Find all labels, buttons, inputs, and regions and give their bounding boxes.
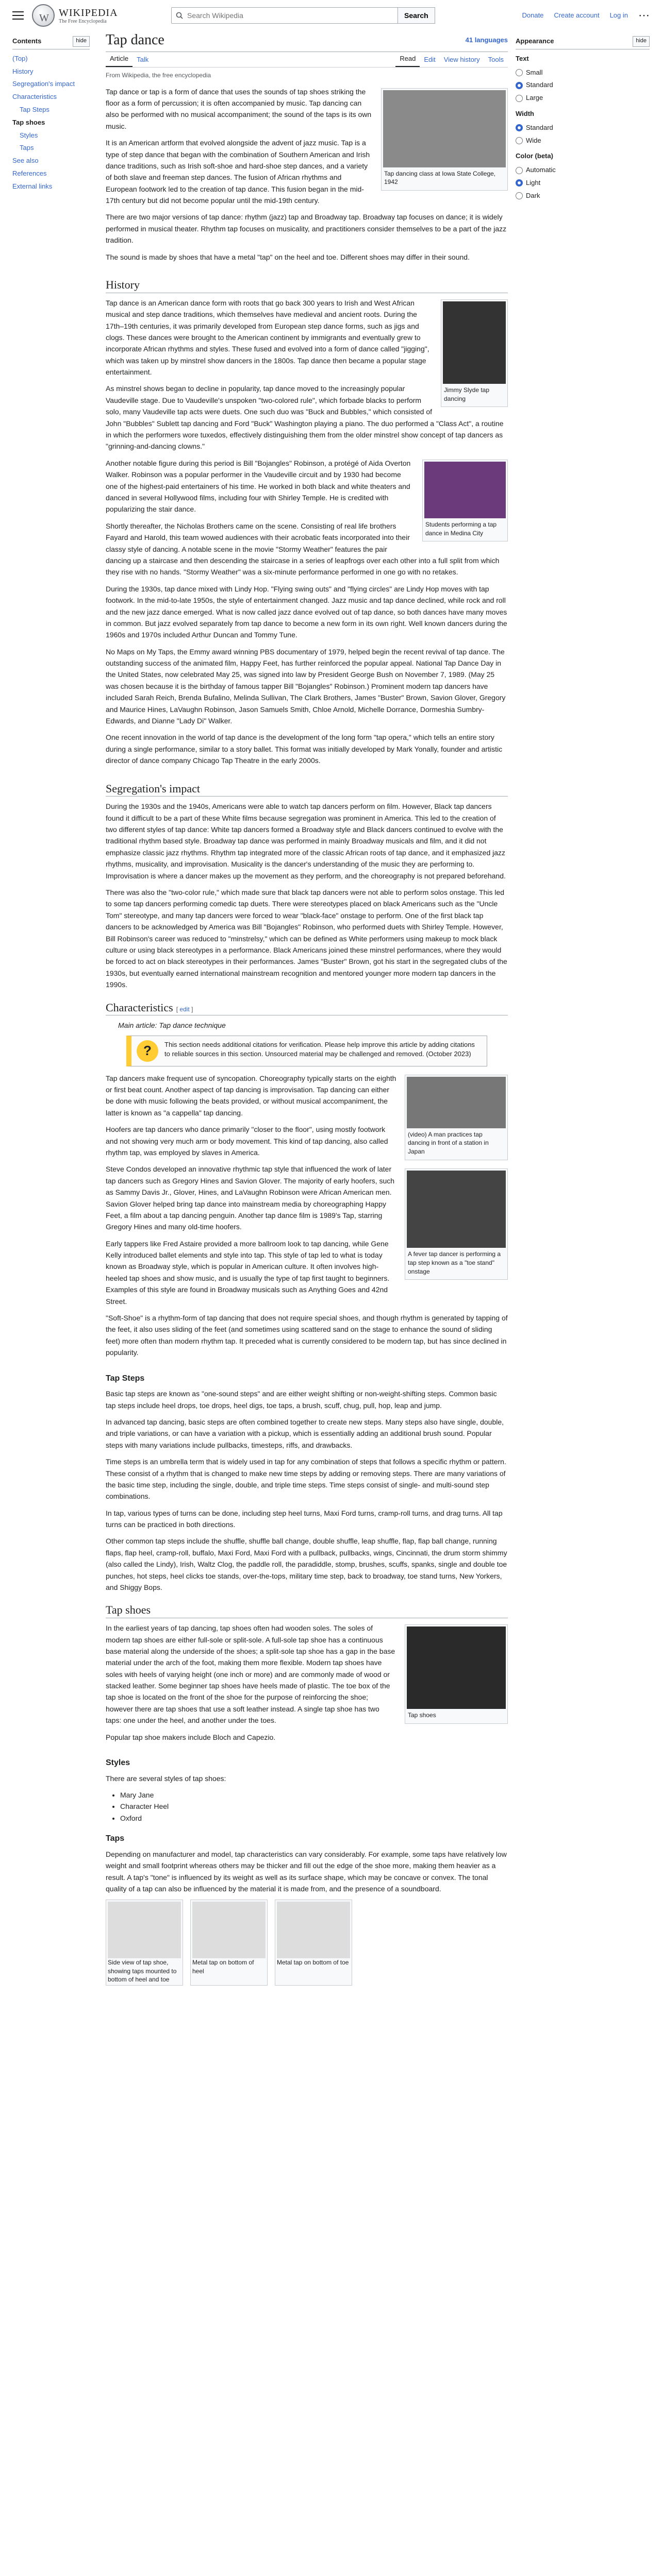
toc-item-top[interactable]: (Top) <box>12 54 28 62</box>
tap-shoes-photo[interactable] <box>407 1626 506 1709</box>
toc-item-characteristics[interactable]: Characteristics <box>12 93 57 101</box>
figure-tap-shoes <box>405 1624 508 1724</box>
tap-steps-paragraph: In tap, various types of turns can be done, including step heel turns, Maxi Ford turns, cramp-roll turns, and drag turns. All tap turns can be practiced in both directions. <box>106 1509 503 1529</box>
search-icon <box>176 12 183 19</box>
styles-list <box>120 1789 508 1824</box>
figure-caption: Jimmy Slyde tap dancing <box>444 386 490 402</box>
lead-paragraph: There are two major versions of tap dance: rhythm (jazz) tap and Broadway tap. Broadway tap focuses on dance; it is widely performed in musical theater. Rhythm tap focuses on musicality, and practitioners consider themselves to be a part of the jazz tradition. <box>106 213 507 245</box>
lead-paragraph: It is an American artform that evolved alongside the advent of jazz music. Tap is a type of step dance that began with the combination of Southern American and Irish dance traditions, such as Irish soft-shoe and hard-shoe step dances, and a variety of both slave and freeman step dances. The fusion of African rhythms and European footwork led to the creation of tap dance. This fusion began in the mid-17th century but did not become popular until the mid-19th century. <box>106 139 370 205</box>
section-heading-taps: Taps <box>106 1834 125 1843</box>
tap-steps-paragraph: Other common tap steps include the shuffle, shuffle ball change, double shuffle, leap shuffle, flap, flap ball change, running flaps, flap heel, cramp-roll, buffalo, Maxi Ford, Maxi Ford with a pullback, pullbacks, wings, Cincinnati, the drum storm shimmy (also called the Lindy), Irish, Waltz Clog, the paddle roll, the paradiddle, stomp, brushes, scuffs, spanks, single and double toe punches, hot steps, heel clicks toe stands, over-the-tops, military time step, back to broadway, toe stand turns, New Yorkers, and Shiggy Bops. <box>106 1537 507 1592</box>
side-view-photo[interactable] <box>108 1902 181 1958</box>
history-paragraph: Tap dance is an American dance form with roots that go back 300 years to Irish and West African musical and step dance traditions, which themselves have medieval and ancient roots. During the 17th–19th centuries, it was primarily developed from European step dance forms, such as jigs and clogs. These dances were brought to the American continent by immigrants and eventually grew to incorporate African rhythms and styles. These fused and evolved into a form of dance called "jigging", which was taken up by minstrel show dancers in the 1800s. Tap dance then became a popular stage entertainment. <box>106 298 429 377</box>
history-paragraph: As minstrel shows began to decline in popularity, tap dance moved to the increasingly popular Vaudeville stage. Due to Vaudeville's unspoken "two-colored rule", which forbade blacks to perform solo, many Vaudeville tap acts were duets. One such duo was "Buck and Bubbles," which consisted of John "Bubbles" Sublett tap dancing and Ford "Buck" Washington playing a piano. The duo performed a "Class Act", a routine in which the performers wore tuxedos, effectively distinguishing them from the older minstrel show concept of tap dancers as "grinning-and-dancing clowns." <box>106 384 504 451</box>
appearance-panel <box>516 36 650 202</box>
characteristics-paragraph: Steve Condos developed an innovative rhythmic tap style that influenced the work of later tap dancers such as Gregory Hines and Savion Glover. The majority of early hoofers, such as Sammy Davis Jr., Glover, Hines, and LaVaughn Robinson were African American men. Savion Glover helped bring tap dance into mainstream media by choreographing Happy Feet, a film about a tap dancing penguin. Another tap dance film is 1989's Tap, starring Gregory Hines and many old-time hoofers. <box>106 1165 395 1231</box>
history-paragraph: Shortly thereafter, the Nicholas Brothers came on the scene. Consisting of real life brothers Fayard and Harold, this team wowed audiences with their acrobatic feats incorporated into their classy style of dancing. A notable scene in the movie "Stormy Weather" features the pair dancing up a staircase and then descending the staircase in a series of leapfrogs over each other into a full split from which they rise with no hands. "Stormy Weather" was a six-minute performance performed in one go with no retakes. <box>106 521 500 577</box>
tap-steps-paragraph: Time steps is an umbrella term that is widely used in tap for any combination of steps that follows a specific rhythm or pattern. These consist of a rhythm that is changed to make new time steps by adding or removing steps. There are many variations of the basic time step, including the single, double, and triple time steps. Time steps consist of single- and multi-sound step combinations. <box>106 1458 506 1501</box>
toc-title: Contents <box>12 37 42 45</box>
toe-stand-photo[interactable] <box>407 1171 506 1248</box>
characteristics-paragraph: "Soft-Shoe" is a rhythm-form of tap dancing that does not require special shoes, and though rhythm is generated by tapping of the feet, it also uses sliding of the feet (and sometimes using scattered sand on the stage to enhance the sound of sliding feet) more often than modern rhythm tap. It preceded what is currently considered to be modern tap, but has since declined in popularity. <box>106 1314 508 1357</box>
section-heading-segregation: Segregation's impact <box>106 781 508 797</box>
width-wide-option[interactable]: Wide <box>516 134 650 147</box>
search-form <box>171 7 435 24</box>
lead-paragraph: The sound is made by shoes that have a metal "tap" on the heel and toe. Different shoes may differ in their sound. <box>106 252 470 261</box>
heel-tap-photo[interactable] <box>192 1902 266 1958</box>
text-size-label: Text <box>516 54 529 62</box>
tap-shoes-paragraph: Popular tap shoe makers include Bloch and Capezio. <box>106 1733 276 1741</box>
jimmy-slyde-photo[interactable] <box>443 301 506 384</box>
figure-tap-class <box>381 88 508 191</box>
gallery-caption: Side view of tap shoe, showing taps mounted to bottom of heel and toe <box>108 1959 177 1983</box>
width-label: Width <box>516 109 534 117</box>
toc-item-external-links[interactable]: External links <box>12 182 53 190</box>
section-heading-tap-steps: Tap Steps <box>106 1374 145 1383</box>
toc-item-segregation[interactable]: Segregation's impact <box>12 80 75 88</box>
appearance-hide-button[interactable]: hide <box>633 36 650 47</box>
tap-steps-paragraph: Basic tap steps are known as "one-sound steps" and are either weight shifting or non-weight-shifting steps. Common basic tap steps include heel drops, toe drops, heel digs, toe taps, a brush, scuff, chug, pull, hop, leap and jump. <box>106 1389 497 1410</box>
toc-item-tap-shoes[interactable]: Tap shoes <box>12 118 45 126</box>
table-of-contents <box>12 36 90 193</box>
color-dark-option[interactable]: Dark <box>516 190 650 202</box>
search-button[interactable]: Search <box>398 7 435 24</box>
citation-notice-text: This section needs additional citations for verification. Please help improve this article by adding citations to reliable sources in this section. Unsourced material may be challenged and removed. (October 2023) <box>164 1040 475 1058</box>
language-selector[interactable]: 41 languages <box>465 36 508 44</box>
tap-steps-paragraph: In advanced tap dancing, basic steps are often combined together to create new steps. Many steps also have single, double, and triple variations, or can have a variation with a pickup, which is essentially adding an additional brush sound. Popular steps with many variations include pullbacks, timesteps, riffs, and drawbacks. <box>106 1417 504 1449</box>
japan-video-thumbnail[interactable] <box>407 1077 506 1128</box>
article-content <box>106 31 508 1986</box>
segregation-paragraph: There was also the "two-color rule," which made sure that black tap dancers were not able to perform solos onstage. This led to some tap dancers performing comedic tap duets. There were stereotypes placed on black Americans such as the "Uncle Tom" stereotype, and many tap dancers were forced to wear "black-face" onstage to perform. One of the first black tap dancers to be acknowledged by America was Bill "Bojangles" Robinson, who performed duets with Shirley Temple. However, Bill Robinson's career was reduced to "minstrelsy," which can be defined as White performers using makeup to mock black culture or using black stereotypes in a performance. Black Americans joined these minstrel performances, where they would be forced to act on black stereotypes in their performances. James "Buster" Brown, got his start in the segregated clubs of the 1930s, but eventually earned international mainstream recognition and mentored younger more modern tap dancers in the 1990s. <box>106 888 507 989</box>
tab-tools[interactable]: Tools <box>488 55 504 63</box>
from-wikipedia-note: From Wikipedia, the free encyclopedia <box>106 72 211 79</box>
create-account-link[interactable]: Create account <box>554 11 600 19</box>
lead-paragraph: Tap dance or tap is a form of dance that uses the sounds of tap shoes striking the floor as a form of percussion; it is often accompanied by music. Tap dancing can also be performed with no musical accompaniment; the sound of the taps is its own music. <box>106 87 372 130</box>
history-paragraph: Another notable figure during this period is Bill "Bojangles" Robinson, a protégé of Aida Overton Walker. Robinson was a popular performer in the Vaudeville circuit and by 1930 had become one of the highest-paid entertainers of his time. He worked in both black and white theaters and danced in several Hollywood films, including four with Shirley Temple. He is credited with popularizing the stair dance. <box>106 459 411 514</box>
styles-intro: There are several styles of tap shoes: <box>106 1774 226 1783</box>
more-options-icon[interactable]: ⋯ <box>638 9 650 22</box>
figure-caption: (video) A man practices tap dancing in front of a station in Japan <box>408 1130 489 1156</box>
globe-logo-icon <box>32 4 55 27</box>
history-paragraph: During the 1930s, tap dance mixed with Lindy Hop. "Flying swing outs" and "flying circles" are Lindy Hop moves with tap footwork. In the mid-to-late 1950s, the style of entertainment changed. Jazz music and tap dance declined, while rock and roll and the new jazz dance emerged. What is now called jazz dance evolved out of tap dance, so both dances have many moves in common. But jazz evolved separately from tap dance to become a new form in its own right. Well known dancers during the 1960s and 1970s included Arthur Duncan and Tommy Tune. <box>106 584 507 639</box>
section-heading-styles: Styles <box>106 1758 130 1768</box>
characteristics-paragraph: Tap dancers make frequent use of syncopation. Choreography typically starts on the eighth or first beat count. Another aspect of tap dancing is improvisation. Tap dancing can either be done with music following the beats provided, or without musical accompaniment, the latter is known as "a cappella" tap dancing. <box>106 1074 396 1117</box>
gallery-caption: Metal tap on bottom of toe <box>277 1959 349 1967</box>
characteristics-paragraph: Hoofers are tap dancers who dance primarily "closer to the floor", using mostly footwork and not showing very much arm or body movement. This kind of tap dancing, also called rhythm tap, was employed by slaves in America. <box>106 1125 388 1157</box>
citation-notice <box>126 1036 487 1066</box>
history-paragraph: No Maps on My Taps, the Emmy award winning PBS documentary of 1979, helped begin the recent revival of tap dance. The outstanding success of the animated film, Happy Feet, has further reinforced the popular appeal. National Tap Dance Day in the United States, now celebrated May 25, was signed into law by President George Bush on November 7, 1989. (May 25 was chosen because it is the birthday of famous tapper Bill "Bojangles" Robinson.) Prominent modern tap dancers have included Sarah Reich, Brenda Bufalino, Melinda Sullivan, The Clark Brothers, James "Buster" Brown, Savion Glover, Gregory and Maurice Hines, LaVaughn Robinson, Jason Samuels Smith, Chloe Arnold, Michelle Dorrance, Dormeshia Sumbry-Edwards, and Dianne "Lady Di" Walker. <box>106 647 506 725</box>
list-item: • Character Heel <box>120 1801 508 1812</box>
search-input[interactable] <box>187 11 393 20</box>
edit-section-link[interactable]: [ edit ] <box>176 1005 193 1013</box>
main-article-hatnote: Main article: Tap dance technique <box>118 1021 226 1030</box>
tab-read[interactable]: Read <box>395 54 420 67</box>
taps-paragraph: Depending on manufacturer and model, tap characteristics can vary considerably. For example, some taps have relatively low weight and small footprint whereas others may be thicker and fill out the edge of the shoe more, making them heavier as a result. A tap's "tone" is influenced by its weight as well as its surface shape, which may be concave or convex. The tonal quality of a tap can also be influenced by the material it is made from, and the presence of a soundboard. <box>106 1850 507 1893</box>
toc-hide-button[interactable]: hide <box>73 36 90 47</box>
toc-item-references[interactable]: References <box>12 169 47 177</box>
list-item: • Oxford <box>120 1812 508 1824</box>
color-light-option[interactable]: Light <box>516 177 650 190</box>
text-large-option[interactable]: Large <box>516 92 650 105</box>
figure-caption: Students performing a tap dance in Medina City <box>425 520 497 537</box>
gallery-item <box>106 1900 183 1986</box>
site-tagline: The Free Encyclopedia <box>59 18 107 24</box>
toc-item-tap-steps[interactable]: Tap Steps <box>20 105 49 113</box>
color-automatic-option[interactable]: Automatic <box>516 164 650 177</box>
tap-class-photo[interactable] <box>383 90 506 167</box>
tap-gallery <box>106 1900 508 1986</box>
site-name: WIKIPEDIA <box>59 7 118 19</box>
page-title: Tap dance <box>106 32 164 48</box>
gallery-item <box>275 1900 352 1986</box>
main-menu-icon[interactable] <box>12 11 24 20</box>
list-item: • Mary Jane <box>120 1789 508 1801</box>
text-small-option[interactable]: Small <box>516 66 650 79</box>
color-label: Color (beta) <box>516 152 553 160</box>
tab-edit[interactable]: Edit <box>424 55 436 63</box>
login-link[interactable]: Log in <box>609 11 628 19</box>
gallery-caption: Metal tap on bottom of heel <box>192 1959 254 1975</box>
toc-item-see-also[interactable]: See also <box>12 157 39 165</box>
donate-link[interactable]: Donate <box>522 11 544 19</box>
figure-students <box>422 460 508 542</box>
figure-caption: Tap shoes <box>408 1711 436 1719</box>
figure-jimmy-slyde <box>441 299 508 408</box>
segregation-paragraph: During the 1930s and the 1940s, Americans were able to watch tap dancers perform on film. However, Black tap dancers found it difficult to be a part of these White films because segregation was prominent in America. This led to the creation of two different styles of tap dance: White tap dancers formed a Broadway style and Black dancers continued to evolve with the traditional rhythm based style. Broadway tap dance was performed in mainly Broadway musicals and film, and it did not emphasize classic jazz rhythms. Rhythm tap integrated more of the classic African roots of tap dance, and it emphasized jazz rhythms, musicality, and improvisation. Musicality is the dancer's understanding of the music they are performing to. Improvisation is where a dancer makes up the movement as they perform, and the choreography is not prepared beforehand. <box>106 802 506 880</box>
tap-shoes-paragraph: In the earliest years of tap dancing, tap shoes often had wooden soles. The soles of modern tap shoes are either full-sole or split-sole. A full-sole tap shoe has a continuous base material along the underside of the shoes; a split-sole tap shoe has a gap in the base material under the arch of the foot, making them more flexible. Modern tap shoes have soles with heels of varying height (one inch or more) and are commonly made of wood or stacked leather. Some beginner tap shoes have heels made of plastic. The toe box of the tap shoe is located on the front of the shoe for the purpose of reinforcing the shoe; however there are tap shoes that use a soft leather instead. A single tap shoe has two taps: one under the heel, and another under the toes. <box>106 1624 395 1725</box>
toc-item-styles[interactable]: Styles <box>20 131 38 139</box>
appearance-title: Appearance <box>516 37 554 45</box>
width-standard-option[interactable]: Standard <box>516 122 650 134</box>
text-standard-option[interactable]: Standard <box>516 79 650 92</box>
figure-caption: Tap dancing class at Iowa State College, 1942 <box>384 170 496 186</box>
toc-item-history[interactable]: History <box>12 67 34 75</box>
site-header <box>0 0 662 31</box>
section-heading-tap-shoes: Tap shoes <box>106 1602 508 1618</box>
figure-toe-stand <box>405 1168 508 1280</box>
wikipedia-logo[interactable] <box>32 4 135 27</box>
figure-japan-video <box>405 1075 508 1160</box>
characteristics-paragraph: Early tappers like Fred Astaire provided a more ballroom look to tap dancing, while Gene Kelly introduced ballet elements and style into tap. This style of tap led to what is today known as Broadway style, which is popular in American culture. It often involves high-heeled tap shoes and show music, and is usually the type of tap first taught to beginners. Examples of this style are found in Broadway musicals such as Anything Goes and 42nd Street. <box>106 1239 390 1306</box>
toc-item-taps[interactable]: Taps <box>20 144 34 152</box>
page-tabs <box>106 52 508 67</box>
section-heading-characteristics: Characteristics [ edit ] <box>106 1000 508 1016</box>
students-photo[interactable] <box>424 462 506 518</box>
question-mark-icon: ? <box>137 1040 158 1062</box>
figure-caption: A fever tap dancer is performing a tap step known as a "toe stand" onstage <box>408 1250 501 1275</box>
toe-tap-photo[interactable] <box>277 1902 350 1958</box>
history-paragraph: One recent innovation in the world of tap dance is the development of the long form "tap opera," which tells an entire story during a single performance, similar to a story ballet. This format was initially developed by Mark Yonally, founder and artistic director of dance company Chicago Tap Theatre in the early 2000s. <box>106 733 503 765</box>
tab-history[interactable]: View history <box>443 55 480 63</box>
gallery-item <box>190 1900 268 1986</box>
tab-article[interactable]: Article <box>106 54 133 67</box>
tab-talk[interactable]: Talk <box>137 55 149 63</box>
section-heading-history: History <box>106 277 508 293</box>
